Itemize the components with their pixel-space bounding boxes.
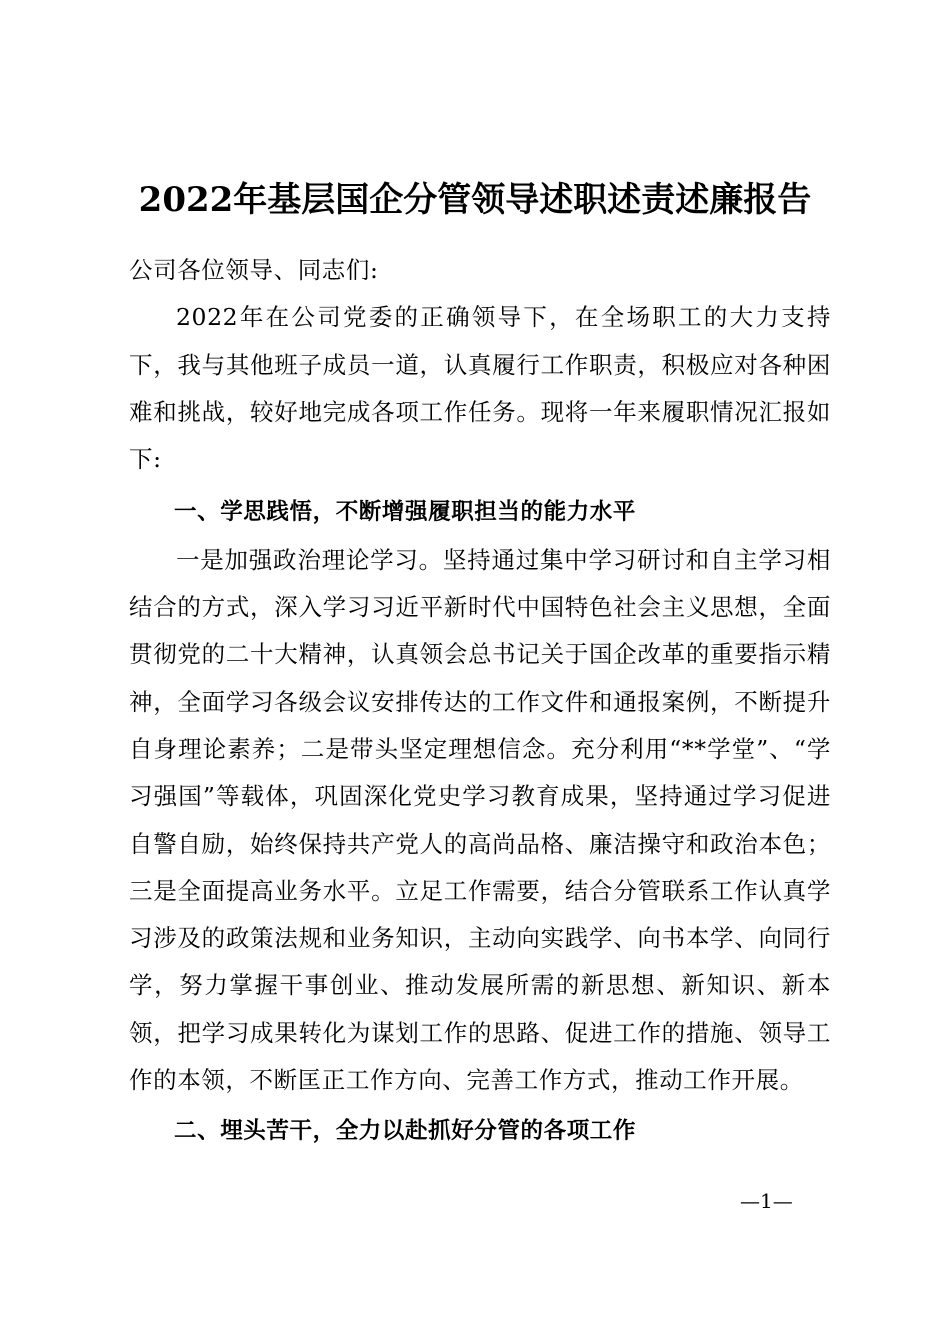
section-heading-1: 一、学思践悟，不断增强履职担当的能力水平 xyxy=(174,499,637,526)
section-1-paragraph: 一是加强政治理论学习。坚持通过集中学习研讨和自主学习相结合的方式，深入学习习近平新时代中国特色社会主义思想，全面贯彻党的二十大精神，认真领会总书记关于国企改革的重要指示精神，全面学习各级会议安排传达的工作文件和通报案例，不断提升自身理论素养；二是带头坚定理想信念。充分利用“**学堂”、“学习强国”等载体，巩固深化党史学习教育成果，坚持通过学习促进自警自励，始终保持共产党人的高尚品格、廉洁操守和政治本色；三是全面提高业务水平。立足工作需要，结合分管联系工作认真学习涉及的政策法规和业务知识，主动向实践学、向书本学、向同行学，努力掌握干事创业、推动发展所需的新思想、新知识、新本领，把学习成果转化为谋划工作的思路、促进工作的措施、领导工作的本领，不断匡正工作方向、完善工作方式，推动工作开展。 xyxy=(129,545,832,1095)
salutation: 公司各位领导、同志们: xyxy=(129,256,379,284)
document-title: 2022年基层国企分管领导述职述责述廉报告 xyxy=(138,180,812,220)
document-body xyxy=(129,247,831,1156)
intro-paragraph: 2022年在公司党委的正确领导下，在全场职工的大力支持下，我与其他班子成员一道，认真履行工作职责，积极应对各种困难和挑战，较好地完成各项工作任务。现将一年来履职情况汇报如下: xyxy=(129,303,831,474)
section-heading-2: 二、埋头苦干，全力以赴抓好分管的各项工作 xyxy=(174,1118,637,1145)
page-number: —1— xyxy=(740,1189,793,1213)
